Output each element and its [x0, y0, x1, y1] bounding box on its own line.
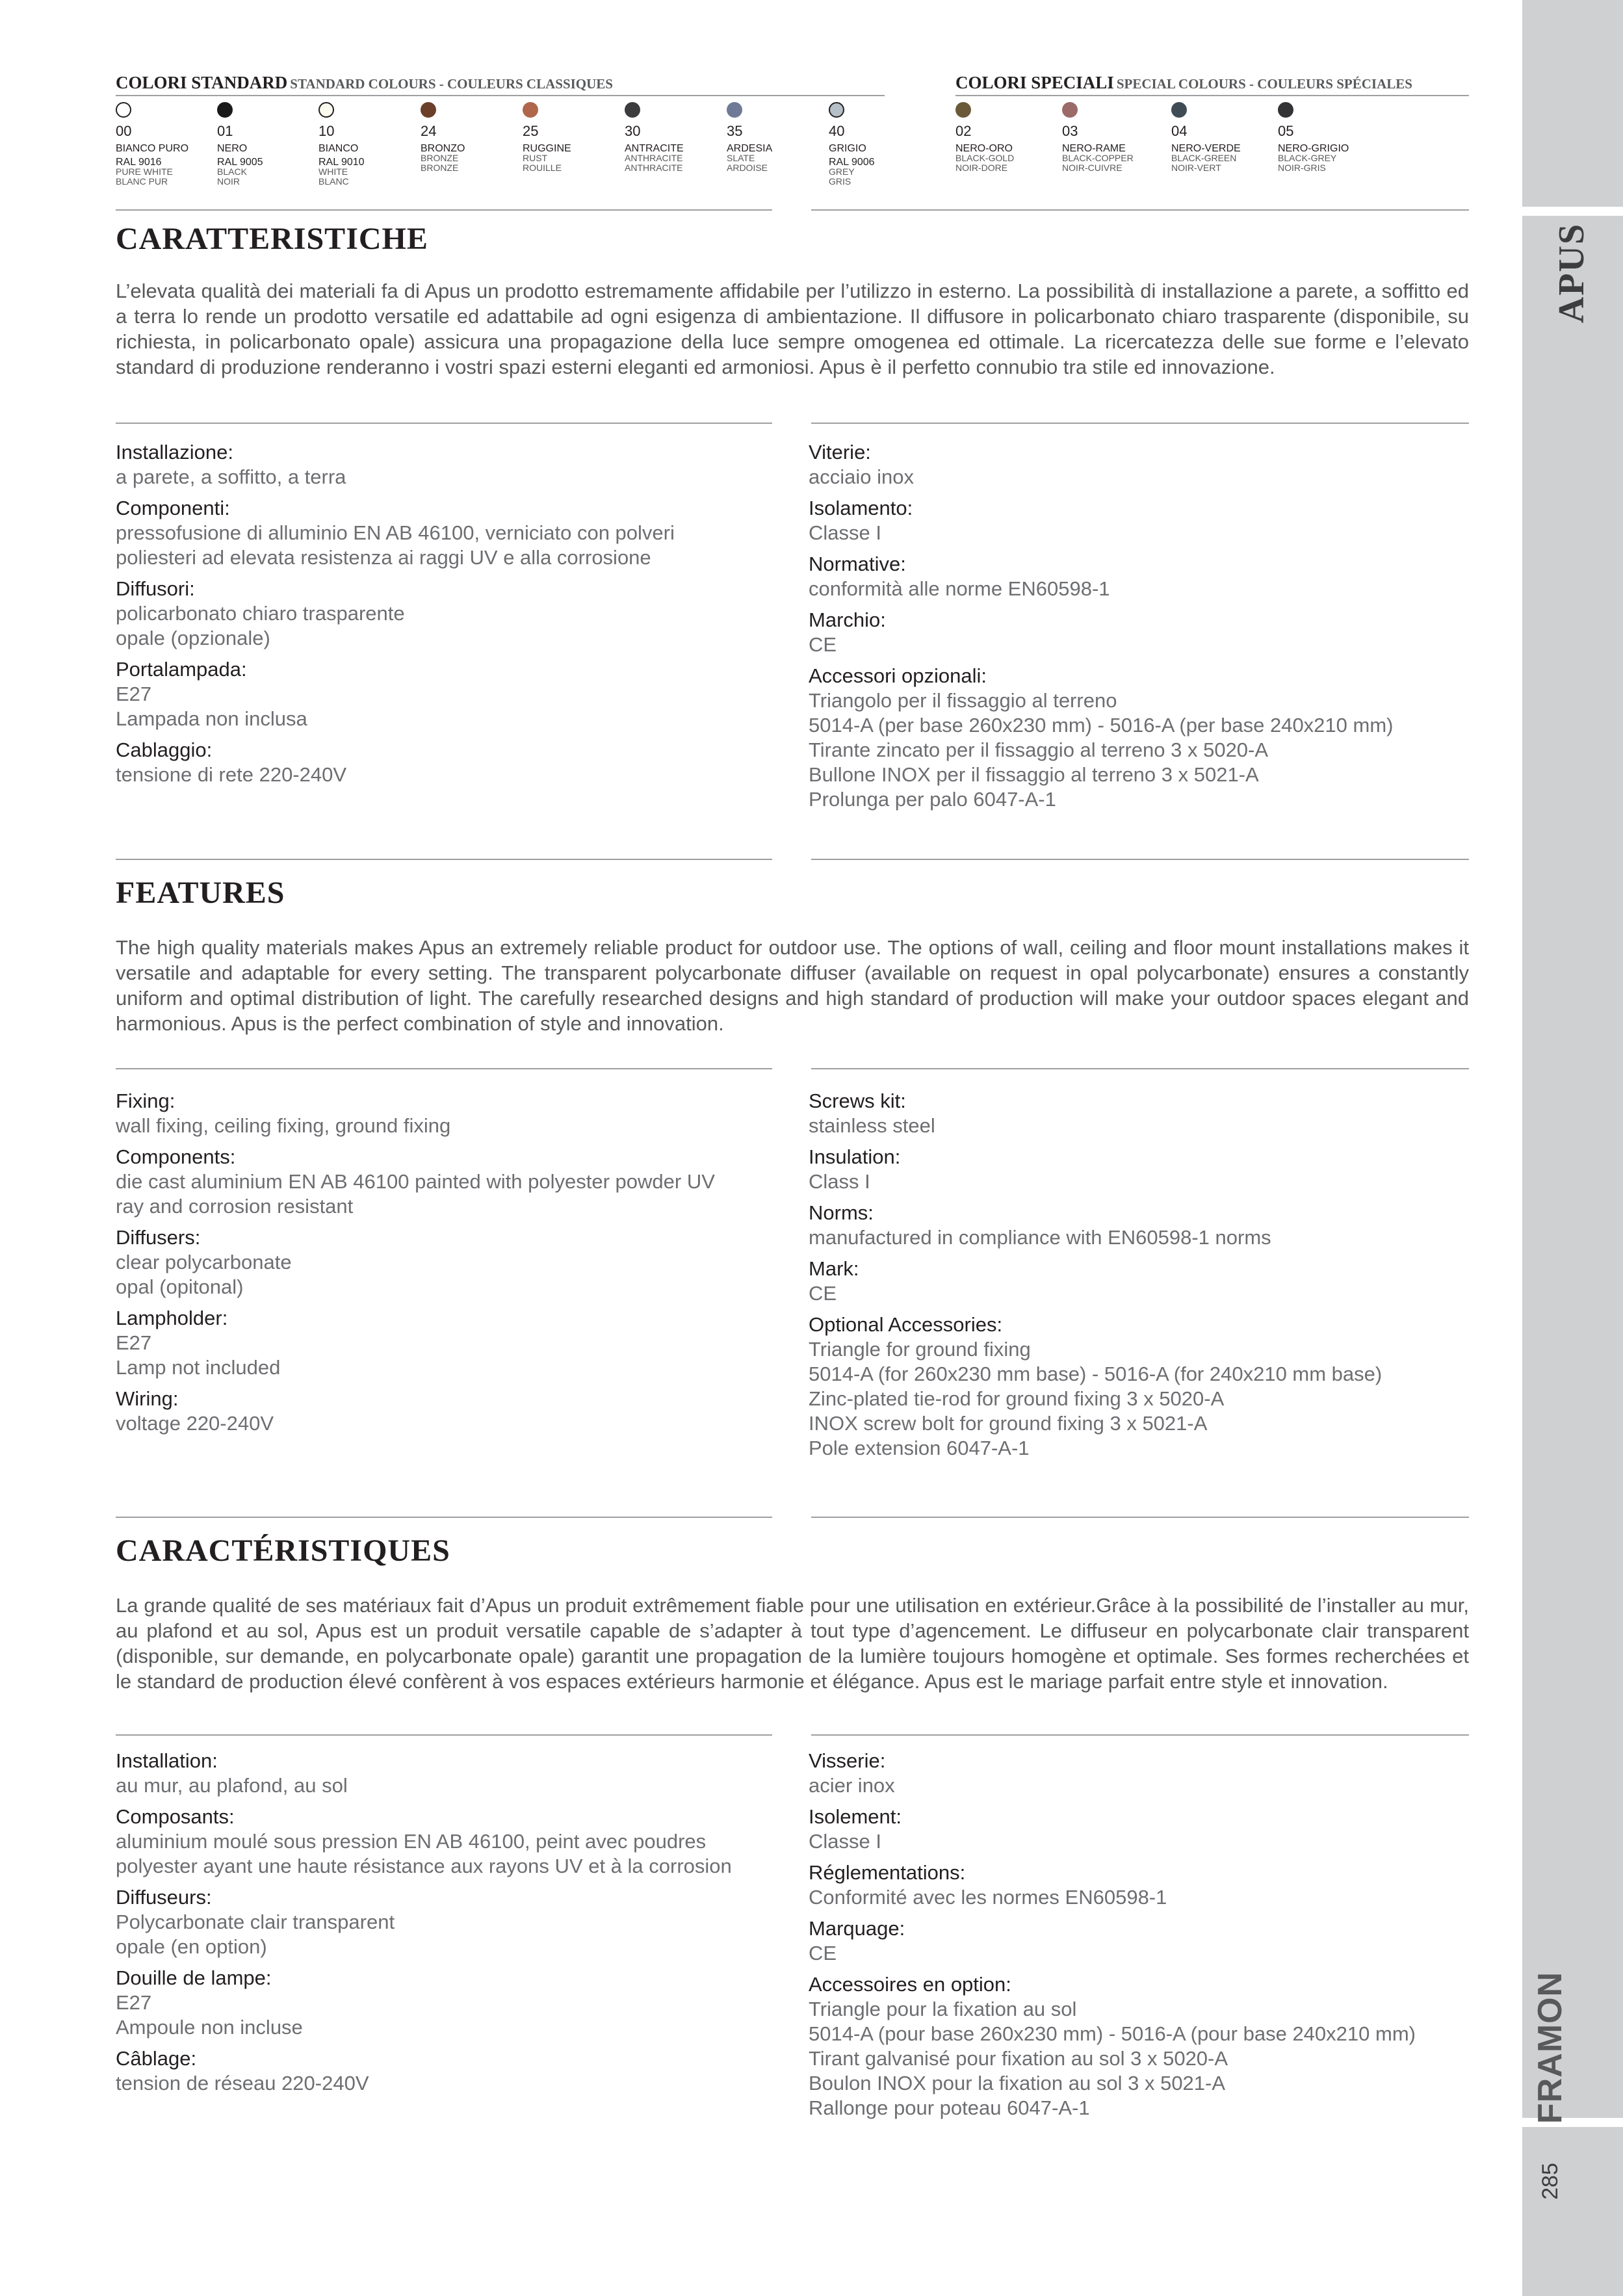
- colour-dot: [829, 102, 844, 118]
- spec-value: tensione di rete 220-240V: [116, 763, 347, 786]
- colour-dot: [1171, 102, 1187, 118]
- spec-label: Mark:: [809, 1257, 859, 1280]
- spec-list-en-left: [116, 1089, 792, 1436]
- divider: [811, 423, 1469, 424]
- colour-swatch: 05 NERO-GRIGIO BLACK-GREY NOIR-GRIS: [1278, 102, 1369, 173]
- colour-swatch: 35 ARDESIA SLATE ARDOISE: [727, 102, 818, 173]
- colour-dot: [1062, 102, 1078, 118]
- divider: [116, 95, 885, 96]
- spec-label: Wiring:: [116, 1387, 179, 1410]
- colour-dot: [1278, 102, 1293, 118]
- spec-value: E27 Lampada non inclusa: [116, 683, 307, 730]
- spec-label: Composants:: [116, 1805, 235, 1828]
- divider: [955, 95, 1469, 96]
- brand-logo: FRAMON: [1531, 1971, 1569, 2124]
- standard-colours-title: COLORI STANDARD: [116, 73, 288, 92]
- spec-value: voltage 220-240V: [116, 1412, 274, 1435]
- spec-label: Accessoires en option:: [809, 1973, 1011, 1996]
- colour-swatch: 24 BRONZO BRONZE BRONZE: [421, 102, 512, 173]
- spec-value: CE: [809, 1282, 837, 1305]
- special-colours-heading: [955, 73, 1412, 93]
- colour-dot: [727, 102, 742, 118]
- sidebar: [1522, 0, 1623, 2296]
- divider: [116, 859, 772, 860]
- spec-label: Installazione:: [116, 441, 233, 463]
- colour-swatch: 40 GRIGIO RAL 9006 GREY GRIS: [829, 102, 920, 187]
- divider: [811, 1068, 1469, 1069]
- section-title-en: FEATURES: [116, 876, 285, 910]
- spec-value: Polycarbonate clair transparent opale (en option): [116, 1911, 395, 1958]
- spec-value: Classe I: [809, 521, 881, 544]
- colour-dot: [116, 102, 131, 118]
- spec-value: Class I: [809, 1170, 870, 1193]
- spec-label: Réglementations:: [809, 1861, 966, 1884]
- spec-value: CE: [809, 1942, 837, 1964]
- colour-dot: [318, 102, 334, 118]
- special-colours-subtitle: SPECIAL COLOURS - COULEURS SPÉCIALES: [1116, 76, 1412, 92]
- spec-value: manufactured in compliance with EN60598-1 norms: [809, 1226, 1271, 1249]
- colour-dot: [625, 102, 640, 118]
- spec-value: tension de réseau 220-240V: [116, 2072, 369, 2094]
- spec-label: Normative:: [809, 553, 906, 575]
- spec-value: clear polycarbonate opal (opitonal): [116, 1251, 292, 1298]
- colour-dot: [523, 102, 538, 118]
- spec-list-it-right: [809, 440, 1485, 812]
- colour-swatch: 04 NERO-VERDE BLACK-GREEN NOIR-VERT: [1171, 102, 1262, 173]
- spec-value: die cast aluminium EN AB 46100 painted with polyester powder UV ray and corrosion resistant: [116, 1170, 715, 1218]
- colour-swatch: 03 NERO-RAME BLACK-COPPER NOIR-CUIVRE: [1062, 102, 1153, 173]
- colour-swatch: 10 BIANCO RAL 9010 WHITE BLANC: [318, 102, 409, 187]
- spec-value: policarbonato chiaro trasparente opale (opzionale): [116, 602, 405, 649]
- spec-value: acciaio inox: [809, 465, 914, 488]
- description-fr: La grande qualité de ses matériaux fait d’Apus un produit extrêmement fiable pour une utilisation en extérieur.Grâce à la possibilité de l’installer au mur, au plafond et au sol, Apus est un produit versatile capable de s’adapter à tout type d’agencement. Le diffuseur en polycarbonate clair transparent (disponible, sur demande, en polycarbonate opale) garantit une propagation de la lumière toujours homogène et optimale. Ses formes recherchées et le standard de production élevé confèrent à vos espaces extérieurs harmonie et élégance. Apus est le mariage parfait entre style et innovation.: [116, 1594, 1469, 1693]
- spec-value: stainless steel: [809, 1114, 935, 1137]
- divider: [811, 209, 1469, 211]
- section-title-it: CARATTERISTICHE: [116, 222, 428, 256]
- divider: [811, 859, 1469, 860]
- spec-list-it-left: [116, 440, 792, 787]
- colour-swatch: 30 ANTRACITE ANTHRACITE ANTHRACITE: [625, 102, 716, 173]
- spec-label: Diffusers:: [116, 1226, 201, 1249]
- colour-swatch: 02 NERO-ORO BLACK-GOLD NOIR-DORE: [955, 102, 1046, 173]
- description-en: The high quality materials makes Apus an extremely reliable product for outdoor use. The options of wall, ceiling and floor mount installations makes it versatile and adaptable for every setting. The transparent polycarbonate diffuser (available on request in opal polycarbonate) ensures a constantly uniform and optimal distribution of light. The carefully researched designs and high standard of production will make your outdoor spaces elegant and harmonious. Apus is the perfect combination of style and innovation.: [116, 936, 1469, 1035]
- spec-label: Isolement:: [809, 1805, 902, 1828]
- colour-dot: [217, 102, 233, 118]
- spec-label: Visserie:: [809, 1749, 886, 1772]
- spec-value: Classe I: [809, 1830, 881, 1853]
- spec-label: Portalampada:: [116, 658, 247, 681]
- spec-label: Insulation:: [809, 1145, 901, 1168]
- colour-swatch: 01 NERO RAL 9005 BLACK NOIR: [217, 102, 308, 187]
- divider: [116, 1068, 772, 1069]
- spec-label: Câblage:: [116, 2047, 197, 2070]
- spec-value: Triangle for ground fixing 5014-A (for 260x230 mm base) - 5016-A (for 240x210 mm base) Zinc-plated tie-rod for ground fixing 3 x 5020-A INOX screw bolt for ground fixing 3 x 5021-A Pole extension 6047-A-1: [809, 1338, 1383, 1459]
- page-number: 285: [1537, 2162, 1563, 2200]
- spec-label: Norms:: [809, 1201, 874, 1224]
- colour-dot: [955, 102, 971, 118]
- standard-colours-heading: [116, 73, 613, 93]
- spec-label: Marquage:: [809, 1917, 905, 1940]
- spec-label: Componenti:: [116, 497, 230, 519]
- spec-label: Optional Accessories:: [809, 1313, 1003, 1336]
- description-it: L’elevata qualità dei materiali fa di Apus un prodotto estremamente affidabile per l’utilizzo in esterno. La possibilità di installazione a parete, a soffitto ed a terra lo rende un prodotto versatile ed adattabile ad ogni esigenza di ambientazione. Il diffusore in policarbonato chiaro trasparente (disponibile, su richiesta, in policarbonato opale) assicura una propagazione della luce sempre omogenea ed ottimale. La ricercatezza delle sue forme e l’elevato standard di produzione renderanno i vostri spazi esterni eleganti ed armoniosi. Apus è il perfetto connubio tra stile ed innovazione.: [116, 280, 1469, 378]
- spec-label: Accessori opzionali:: [809, 664, 987, 687]
- spec-label: Diffusori:: [116, 577, 195, 600]
- spec-label: Cablaggio:: [116, 738, 213, 761]
- spec-value: CE: [809, 633, 837, 656]
- colour-swatch: 25 RUGGINE RUST ROUILLE: [523, 102, 614, 173]
- spec-list-fr-left: [116, 1749, 792, 2096]
- spec-list-en-right: [809, 1089, 1485, 1461]
- spec-value: a parete, a soffitto, a terra: [116, 465, 346, 488]
- spec-label: Screws kit:: [809, 1089, 906, 1112]
- spec-value: acier inox: [809, 1774, 895, 1797]
- divider: [811, 1734, 1469, 1736]
- spec-label: Lampholder:: [116, 1307, 228, 1329]
- product-name: APUS: [1552, 222, 1592, 324]
- spec-value: conformità alle norme EN60598-1: [809, 577, 1110, 600]
- spec-list-fr-right: [809, 1749, 1485, 2120]
- spec-label: Components:: [116, 1145, 236, 1168]
- colour-dot: [421, 102, 436, 118]
- spec-value: Triangolo per il fissaggio al terreno 5014-A (per base 260x230 mm) - 5016-A (per base 240x210 mm) Tirante zincato per il fissaggio al terreno 3 x 5020-A Bullone INOX per il fissaggio al terreno 3 x 5021-A Prolunga per palo 6047-A-1: [809, 689, 1394, 811]
- spec-label: Diffuseurs:: [116, 1886, 212, 1909]
- spec-value: Triangle pour la fixation au sol 5014-A (pour base 260x230 mm) - 5016-A (pour base 240x210 mm) Tirant galvanisé pour fixation au sol 3 x 5020-A Boulon INOX pour la fixation au sol 3 x 5021-A Rallonge pour poteau 6047-A-1: [809, 1998, 1416, 2119]
- spec-value: pressofusione di alluminio EN AB 46100, verniciato con polveri poliesteri ad elevata resistenza ai raggi UV e alla corrosione: [116, 521, 675, 569]
- spec-label: Fixing:: [116, 1089, 175, 1112]
- spec-label: Installation:: [116, 1749, 218, 1772]
- section-title-fr: CARACTÉRISTIQUES: [116, 1533, 450, 1568]
- divider: [811, 1517, 1469, 1518]
- spec-value: Conformité avec les normes EN60598-1: [809, 1886, 1167, 1909]
- spec-label: Viterie:: [809, 441, 871, 463]
- spec-value: wall fixing, ceiling fixing, ground fixing: [116, 1114, 451, 1137]
- divider: [116, 209, 772, 211]
- divider: [116, 1517, 772, 1518]
- spec-label: Marchio:: [809, 608, 886, 631]
- spec-value: E27 Ampoule non incluse: [116, 1991, 303, 2039]
- sidebar-divider: [1522, 207, 1623, 216]
- spec-value: aluminium moulé sous pression EN AB 46100, peint avec poudres polyester ayant une haute résistance aux rayons UV et à la corrosion: [116, 1830, 732, 1877]
- divider: [116, 1734, 772, 1736]
- standard-colours-subtitle: STANDARD COLOURS - COULEURS CLASSIQUES: [290, 76, 613, 92]
- spec-value: E27 Lamp not included: [116, 1331, 281, 1379]
- spec-label: Isolamento:: [809, 497, 913, 519]
- spec-label: Douille de lampe:: [116, 1966, 272, 1989]
- spec-value: au mur, au plafond, au sol: [116, 1774, 348, 1797]
- special-colours-title: COLORI SPECIALI: [955, 73, 1114, 92]
- colour-swatch: 00 BIANCO PURO RAL 9016 PURE WHITE BLANC PUR: [116, 102, 207, 187]
- divider: [116, 423, 772, 424]
